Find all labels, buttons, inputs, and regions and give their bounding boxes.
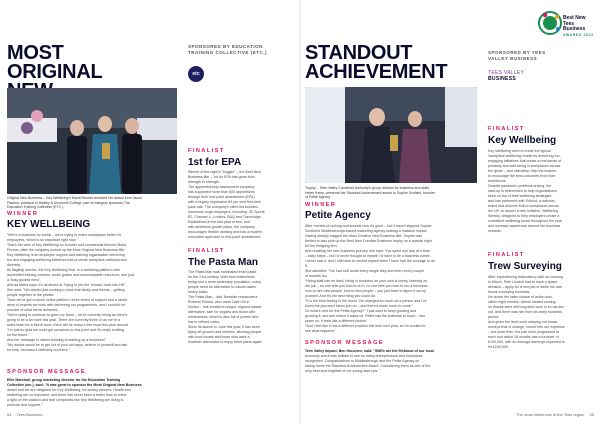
text-line: being and a more sedentary population, many (188, 280, 262, 284)
text-line: – but since then, the pair have progressed to (488, 330, 560, 334)
text-line: for the fledgling firm. (305, 244, 338, 248)
text-line: see what happens." (305, 329, 337, 333)
text-line: to encourage the best outcomes from their (488, 174, 556, 178)
right-winner-kicker: WINNER (305, 202, 337, 208)
text-line: the UK, to launch a new initiative, Wellbeing (488, 209, 558, 213)
text-line: "Hiring staff can be hard, hiring in business on your own is lonely, learning on (305, 279, 428, 283)
page-fold (299, 0, 301, 424)
right-page-title: STANDOUT ACHIEVEMENT (305, 42, 448, 83)
text-line: period. (488, 315, 499, 319)
text-line: "I'm just so glad we could get ourselves to this point and it's really exciting (7, 328, 125, 332)
left-sponsor-message-kicker: SPONSOR MESSAGE (7, 369, 87, 375)
right-footer-text: The most influences in the Tees region (516, 412, 585, 417)
right-finalist-1-body (488, 149, 596, 234)
right-sponsor-label: SPONSORED BY TEES VALLEY BUSINESS (488, 50, 546, 61)
text-line: and increase awareness around the business (488, 224, 561, 228)
text-line: I never saw it, and I still have to remind myself when I have had the courage to do (305, 259, 435, 263)
text-line: out, and there was him from his early business (488, 310, 563, 314)
text-line: innovative approach to end-point assessment. (188, 235, 262, 239)
text-line: Established in the last year or two, and (188, 220, 250, 224)
text-line: sales team for a fourth soon, there will be many a few more this year around. (7, 323, 130, 327)
text-line: low in refined carbs. (188, 320, 220, 324)
text-line: So what's next for the Petite Agency? "I just want to keep growing and (305, 309, 417, 313)
award-photo-illustration (305, 87, 477, 183)
text-line: 'workplace wellbeing' model by delivering fun, (488, 154, 561, 158)
text-line: a 'busy guided mind'. (7, 278, 41, 282)
text-line: "My advice would be to get out of your old ways, believe in yourself and ask (7, 343, 128, 347)
etc-logo: etc (188, 66, 204, 82)
text-line: numerous huge employers, including: JD Sports, (188, 210, 266, 214)
text-line: Winner of the night's "bugger" – the Best New (188, 170, 261, 174)
text-line: intolerances, which is also full of protein and (188, 315, 259, 319)
text-line: accredited training courses, audio guides and downloadable resources, and just (7, 273, 134, 277)
text-line: prouder of what we've achieved. (7, 308, 59, 312)
text-line: rewards. (488, 229, 502, 233)
text-line: keep on top of their wellbeing strategies (488, 194, 552, 198)
text-line: encourages flexible working and has a modern, (188, 230, 264, 234)
left-finalist-2-body (188, 270, 296, 345)
text-line: She said: "We started just working in silos that family and friends – getting (7, 288, 125, 292)
text-line: award and we are delighted for Key Wellbeing, for worthy winners. Health and (7, 388, 131, 392)
text-line: loved the journey it takes you on – and there's loads more to come." (305, 304, 414, 308)
text-line: through their end-point assessment (EPA) (188, 195, 255, 199)
text-line: with food issues and those who want a (188, 335, 250, 339)
right-finalist-2-name: Trew Surveying (488, 261, 562, 272)
text-line: growing it, and see where it takes us. Petite has the potential to touch – two (305, 314, 426, 318)
text-line: people need an alternative to calorie-laden (188, 285, 256, 289)
text-line: "It is the best feeling in the world. I've changed so much as a person and I've (305, 299, 427, 303)
text-line: employees, which is so important right now." (7, 238, 78, 242)
tees-valley-business-logo: TEES VALLEY BUSINESS (488, 70, 525, 82)
text-line: After months of looking and sounds now it's gone – but it hasn't stopped Sophie (305, 224, 432, 228)
text-line: years on, it feels like a different picture. (305, 319, 368, 323)
award-photo-right (305, 87, 477, 183)
right-finalist-1-kicker: FINALIST (488, 126, 525, 132)
text-line: surveys that of change, record into our expertise (488, 325, 565, 329)
text-line: promote and support." (7, 403, 43, 407)
text-line: for the future." (7, 333, 30, 337)
left-footer-text: Tees Business (16, 412, 43, 417)
text-line: fun and engaging wellbeing initiatives that promote workplace wellness and (7, 258, 127, 262)
left-finalist-2-kicker: FINALIST (188, 248, 225, 254)
text-line: healthier alternative to enjoy fresh pasta again. (188, 340, 263, 344)
right-finalist-2-kicker: FINALIST (488, 252, 525, 258)
text-line: Despite pandemic problems arising, the (488, 184, 552, 188)
text-line: She admitted: "I've had self-doubt every single step and been every couple (305, 269, 425, 273)
award-photo-illustration (7, 88, 177, 194)
text-line: decision – apply for a new job or strike his own (488, 285, 563, 289)
text-line: for help, because it definitely out there." (7, 348, 71, 352)
left-page-number: 54 (7, 412, 12, 417)
text-line: the globe – and ultimately, help the leaders (488, 169, 557, 173)
text-line: wellbeing are so important, and there has never been a better time to shine (7, 393, 127, 397)
left-finalist-1-body (188, 170, 296, 240)
text-line: workforces. (488, 179, 507, 183)
right-winner-body (305, 224, 483, 334)
text-line: Business title – 1st for EPA has gone from (188, 175, 255, 179)
left-page-title: MOST ORIGINAL (7, 42, 103, 83)
left-finalist-1-name: 1st for EPA (188, 157, 242, 168)
text-line: taking home the Standout Achievement Award. Considering them as one of the (305, 364, 431, 368)
text-line: diversity. (7, 263, 21, 267)
text-line: Ellie Marshall, group marketing director for the Education Training (7, 378, 121, 382)
text-line: and has partnered with Sofood, a national (488, 199, 555, 203)
text-line: of months too. (305, 274, 328, 278)
left-finalist-1-kicker: FINALIST (188, 148, 225, 154)
text-line: on thanks were still long-time work in so carried (488, 305, 564, 309)
text-line: each and within 18 months has a turnover of (488, 335, 559, 339)
text-line: "We're a business for social – we're trying to make workplaces better for (7, 233, 122, 237)
left-finalist-2-name: The Pasta Man (188, 257, 259, 268)
text-line: recognised. Congratulations to Middlesbrough and the Petite Agency on (305, 359, 420, 363)
text-line: Collective (etc.), said: "It was great to sponsor the Most Original New Business (7, 383, 142, 387)
right-sponsor-message-kicker: SPONSOR MESSAGE (305, 340, 385, 346)
text-line: with ambitious growth plans, the company (188, 225, 255, 229)
right-finalist-2-body (488, 275, 596, 350)
text-line: in March, Pete Linwick had to have a space (488, 280, 558, 284)
text-line: economy and it was brilliant to see so many entrepreneurs and innovators (305, 354, 423, 358)
left-winner-name: KEY WELLBEING (7, 219, 91, 230)
text-line: with a hugely impressive 89 per cent first-time (188, 200, 261, 204)
text-line: And her message to others thinking of starting up a business? (7, 338, 106, 342)
awards-badge-icon (537, 10, 563, 36)
left-photo-caption: Original New Business – Key Wellbeing's Maria Renner received her award from Jason Paulton, principal of Hadley & Unsworth College, part of category sponsors The Education Training Collective (ETC.) (7, 196, 143, 209)
left-footer (7, 412, 42, 417)
text-line: And recalling her own business journey, she said: "I've spent one day at a time (305, 249, 430, 253)
text-line: it. (305, 264, 308, 268)
text-line: heavy pasta. (188, 290, 209, 294)
award-photo-left (7, 88, 177, 194)
left-sponsor-message (7, 378, 182, 408)
left-winner-body (7, 233, 182, 353)
text-line: for the 21st century. With food businesses (188, 275, 255, 279)
right-winner-name: Petite Agency (305, 210, 371, 221)
text-line: – baby steps – but I'd never thought to myself: I'd have to be a business owner. (305, 254, 431, 258)
text-line: how to hire new people, how to hire people – you just have to figure it out by (305, 289, 427, 293)
text-line: Key Wellbeing went to break the typical (488, 149, 551, 153)
text-line: "Now we've got a whole online platform, three levels of support and a whole (7, 298, 128, 302)
awards-badge-text: Best New Tees Business AWARDS 2022 (563, 15, 594, 37)
text-line: "We're going to continue to grow our team – we're currently hiring as there's (7, 313, 128, 317)
text-line: "And I feel like it has a different position this time next year, so I'm excited to (305, 324, 426, 328)
left-winner-kicker: WINNER (7, 211, 39, 217)
text-line: Its flagship service, the Key Wellbeing Hub, is a wellbeing platform with (7, 268, 120, 272)
right-finalist-1-name: Key Wellbeing (488, 135, 557, 146)
text-line: BT, Channel 4, Lookers, B&Q and Travelodge. (188, 215, 262, 219)
text-line: brand that delivers fruit to workplaces across (488, 204, 560, 208)
text-line: The Pasta Man – aka Teesside restaurateur (188, 295, 258, 299)
text-line: alternative, safe for vegans and those with (188, 310, 256, 314)
text-line: army of experts we work with delivering our programmes, and I couldn't be (7, 303, 126, 307)
text-line: start-up is determined to help organisations (488, 189, 557, 193)
text-line: Key Wellbeing is an employee support and training organisation delivering (7, 253, 125, 257)
text-line: thrilled to also pick up the Best New Creative Business trophy on a special night (305, 239, 432, 243)
text-line: strength to strength. (188, 180, 220, 184)
text-line: Scofield's Middlesbrough-based marketing agency making a massive impact. (305, 229, 428, 233)
text-line: flying off grocers and shelves, allowing people (188, 330, 262, 334)
text-line: After experiencing redundancy with six working (488, 275, 563, 279)
text-line: £100,000, with an average earnings expected to (488, 340, 565, 344)
left-sponsor-label: SPONSORED BY EDUCATION TRAINING COLLECTIVE (ETC.) (188, 44, 267, 55)
text-line: Norton – has created a unique, legume-based (188, 305, 262, 309)
text-line: The apprenticeship assessment company (188, 185, 255, 189)
text-line: hit £240,000. (488, 345, 509, 349)
text-line: the job – no one tells you how to do it, no one tells you how to run a business, (305, 284, 429, 288)
text-line: very best and brightest of our young start-ups." (305, 369, 380, 373)
right-photo-caption: Trophy – Tees Valley Combined Authority's group director for business and skills Helen Kemp, presents the Standout Achievement award to Sophie Scofield, founder of Petite Agency (305, 186, 435, 199)
text-line: within eight months, clients started coming (488, 300, 556, 304)
text-line: Roberto Pollard, who owns Café Lilli in (188, 300, 250, 304)
text-line: The Pasta Man was nominated fresh pasta (188, 270, 257, 274)
text-line: people together in the private. (7, 293, 55, 297)
awards-badge (537, 6, 597, 42)
text-line: And as Maria says, it's all aimed at "trying to put the 'human' back into HR". (7, 283, 127, 287)
text-line: And given the level work carrying out house (488, 320, 558, 324)
text-line: Weekly, designed to help employers create a (488, 214, 560, 218)
text-line: positivity and well-being in workplaces across (488, 164, 561, 168)
text-line: Tees Valley Impact, Ben Houchen, said: "SMEs are the lifeblood of our local (305, 349, 434, 353)
text-line: a light on the passion and that companies like Key Wellbeing are doing to (7, 398, 124, 402)
text-line: yourself. And it's the best thing you could do. (305, 294, 377, 298)
right-sponsor-message (305, 349, 483, 374)
text-line: That's the view of Key Wellbeing co-founder and commercial director Maria (7, 243, 127, 247)
text-line: engaging initiatives that create a real sense of (488, 159, 562, 163)
right-footer (460, 412, 594, 417)
text-line: Since its launch in June this year, it has been (188, 325, 260, 329)
right-page-number: 55 (589, 412, 594, 417)
text-line: consistent wellbeing boost throughout the year (488, 219, 563, 223)
text-line: He chose the latter course of action and, (488, 295, 553, 299)
text-line: pass rate. The company's client list includes (188, 205, 258, 209)
text-line: has supported more than 600 apprentices (188, 190, 255, 194)
text-line: going to be a lot more this year. There are currently three of us; we're a (7, 318, 120, 322)
text-line: Having already bagged the Most Creative New Business title, Sophie was (305, 234, 423, 238)
text-line: Renner, after the company picked up the Most Original New Business title. (7, 248, 126, 252)
text-line: house surveying business. (488, 290, 531, 294)
